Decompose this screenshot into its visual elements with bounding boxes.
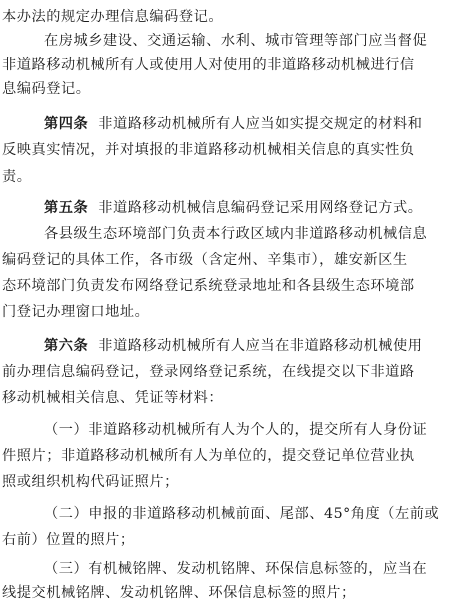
text-line: （一）非道路移动机械所有人为个人的，提交所有人身份证 (44, 422, 428, 438)
text-line: 门登记办理窗口地址。 (2, 304, 150, 320)
text-line: 非道路移动机械所有人应当在非道路移动机械使用 (98, 338, 423, 354)
text-line: 照或组织机构代码证照片； (2, 474, 179, 490)
text-line: 件照片；非道路移动机械所有人为单位的，提交登记单位营业执 (2, 448, 415, 464)
text-line: 线提交机械铭牌、发动机铭牌、环保信息标签的照片； (2, 585, 356, 601)
article-heading: 第五条 (44, 200, 89, 216)
text-line: （三）有机械铭牌、发动机铭牌、环保信息标签的，应当在 (44, 561, 428, 577)
article-4-paragraph (44, 111, 422, 137)
text-line: 编码登记的具体工作，各市级（含定州、辛集市），雄安新区生 (2, 252, 408, 268)
text-line: 各县级生态环境部门负责本行政区域内非道路移动机械信息 (44, 226, 428, 242)
article-5-paragraph (44, 195, 422, 221)
text-line: 前办理信息编码登记，登录网络登记系统，在线提交以下非道路 (2, 364, 415, 380)
text-line: 责。 (2, 169, 32, 185)
text-line: 非道路移动机械所有人或使用人对使用的非道路移动机械进行信 (2, 57, 415, 73)
text-line: 态环境部门负责发布网络登记系统登录地址和各县级生态环境部 (2, 278, 415, 294)
text-line: 在房城乡建设、交通运输、水利、城市管理等部门应当督促 (44, 33, 428, 49)
article-heading: 第六条 (44, 338, 89, 354)
text-line: 非道路移动机械所有人应当如实提交规定的材料和 (98, 116, 423, 132)
text-line: 息编码登记。 (2, 81, 91, 97)
text-line: 本办法的规定办理信息编码登记。 (2, 9, 224, 25)
text-line: 右前）位置的照片； (2, 532, 135, 548)
text-line: 移动机械相关信息、凭证等材料： (2, 390, 224, 406)
text-line: 非道路移动机械信息编码登记采用网络登记方式。 (98, 200, 423, 216)
text-line: 反映真实情况，并对填报的非道路移动机械相关信息的真实性负 (2, 142, 415, 158)
article-heading: 第四条 (44, 116, 89, 132)
article-6-paragraph (44, 333, 422, 359)
text-line: （二）申报的非道路移动机械前面、尾部、45°角度（左前或 (44, 506, 440, 522)
